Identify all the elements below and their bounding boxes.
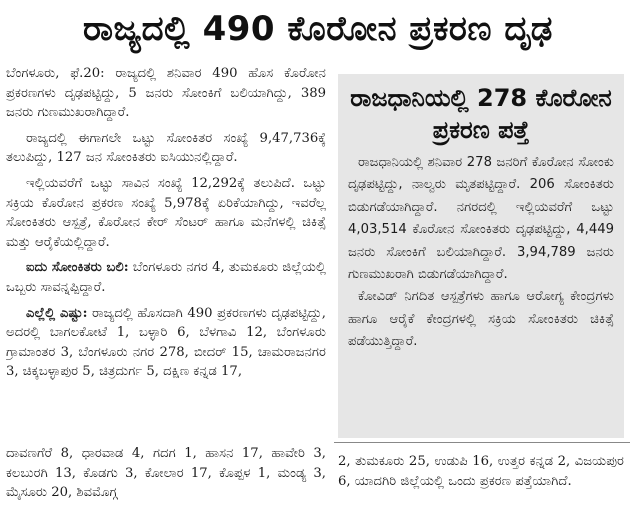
headline: ರಾಜ್ಯದಲ್ಲಿ 490 ಕೊರೋನ ಪ್ರಕರಣ ದೃಢ bbox=[83, 9, 553, 49]
article-paragraph-2: ರಾಜ್ಯದಲ್ಲಿ ಈಗಾಗಲೇ ಒಟ್ಟು ಸೋಂಕಿತರ ಸಂಖ್ಯೆ 9,47,736ಕ್ಕೆ ತಲುಪಿದ್ದು, 127 ಜನ ಸೋಂಕಿತರು ಐಸಿಯುನಲ್ಲಿದ್ದಾರೆ. bbox=[6, 130, 326, 166]
article-paragraph-3: ಇಲ್ಲಿಯವರೆಗೆ ಒಟ್ಟು ಸಾವಿನ ಸಂಖ್ಯೆ 12,292ಕ್ಕೆ ತಲುಪಿದೆ. ಒಟ್ಟು ಸಕ್ರಿಯ ಕೊರೋನ ಪ್ರಕರಣ ಸಂಖ್ಯೆ 5,978ಕ್ಕೆ ಏರಿಕೆಯಾಗಿದ್ದು, ಇವರೆಲ್ಲ ಸೋಂಕಿತರು ಆಸ್ಪತ್ರೆ, ಕೊರೋನ ಕೇರ್ ಸೆಂಟರ್ ಹಾಗೂ ಮನೆಗಳಲ್ಲಿ ಚಿಕಿತ್ಸೆ ಮತ್ತು ಆರೈಕೆಯಲ್ಲಿದ್ದಾರೆ. bbox=[6, 175, 326, 250]
sidebar-box-bengaluru bbox=[338, 74, 624, 438]
main-article-column bbox=[6, 64, 326, 444]
sidebar-box-paragraph-2: ಕೋವಿಡ್ ನಿಗದಿತ ಆಸ್ಪತ್ರೆಗಳು ಹಾಗೂ ಆರೋಗ್ಯ ಕೇಂದ್ರಗಳು ಹಾಗೂ ಆರೈಕೆ ಕೇಂದ್ರಗಳಲ್ಲಿ ಸಕ್ರಿಯ ಸೋಂಕಿತರು ಚಿಕಿತ್ಸೆ ಪಡೆಯುತ್ತಿದ್ದಾರೆ. bbox=[348, 289, 614, 350]
sidebar-box-paragraph-1: ರಾಜಧಾನಿಯಲ್ಲಿ ಶನಿವಾರ 278 ಜನರಿಗೆ ಕೊರೋನ ಸೋಂಕು ದೃಢಪಟ್ಟಿದ್ದು, ನಾಲ್ವರು ಮೃತಪಟ್ಟಿದ್ದಾರೆ. 206 ಸೋಂಕಿತರು ಬಿಡುಗಡೆಯಾಗಿದ್ದಾರೆ. ನಗರದಲ್ಲಿ ಇಲ್ಲಿಯವರೆಗೆ ಒಟ್ಟು 4,03,514 ಕೊರೋನ ಸೋಂಕಿತರು ದೃಢಪಟ್ಟಿದ್ದು, 4,449 ಜನರು ಸೋಂಕಿಗೆ ಬಲಿಯಾಗಿದ್ದಾರೆ. 3,94,789 ಜನರು ಗುಣಮುಖರಾಗಿ ಬಿಡುಗಡೆಯಾಗಿದ್ದಾರೆ. bbox=[348, 155, 614, 283]
article-paragraph-5 bbox=[6, 304, 326, 382]
subhead-deaths: ಐದು ಸೋಂಕಿತರು ಬಲಿ: bbox=[26, 260, 129, 276]
deaths-text: ಬೆಂಗಳೂರು ನಗರ 4, ತುಮಕೂರು ಜಿಲ್ಲೆಯಲ್ಲಿ ಒಬ್ಬರು ಸಾವನ್ನಪ್ಪಿದ್ದಾರೆ. bbox=[6, 260, 326, 295]
sidebar-box-title: ರಾಜಧಾನಿಯಲ್ಲಿ 278 ಕೊರೋನ ಪ್ರಕರಣ ಪತ್ತೆ bbox=[350, 84, 612, 144]
sidebar-box-body bbox=[348, 152, 614, 354]
article-paragraph-4 bbox=[6, 258, 326, 297]
district-counts-text: ರಾಜ್ಯದಲ್ಲಿ ಹೊಸದಾಗಿ 490 ಪ್ರಕರಣಗಳು ದೃಢಪಟ್ಟಿದ್ದು, ಅದರಲ್ಲಿ ಬಾಗಲಕೋಟೆ 1, ಬಳ್ಳಾರಿ 6, ಬೆಳಗಾವಿ 12, ಬೆಂಗಳೂರು ಗ್ರಾಮಾಂತರ 3, ಬೆಂಗಳೂರು ನಗರ 278, ಬೀದರ್ 15, ಚಾಮರಾಜನಗರ 3, ಚಿಕ್ಕಬಳ್ಳಾಪುರ 5, ಚಿತ್ರದುರ್ಗ 5, ದಕ್ಷಿಣ ಕನ್ನಡ 17, bbox=[6, 305, 326, 380]
subhead-district-counts: ಎಲ್ಲೆಲ್ಲಿ ಎಷ್ಟು: bbox=[26, 305, 88, 321]
divider-rule bbox=[334, 442, 630, 443]
article-paragraph-1: ಬೆಂಗಳೂರು, ಫೆ.20: ರಾಜ್ಯದಲ್ಲಿ ಶನಿವಾರ 490 ಹೊಸ ಕೊರೋನ ಪ್ರಕರಣಗಳು ದೃಢಪಟ್ಟಿದ್ದು, 5 ಜನರು ಸೋಂಕಿಗೆ ಬಲಿಯಾಗಿದ್ದು, 389 ಜನರು ಗುಣಮುಖರಾಗಿದ್ದಾರೆ. bbox=[6, 66, 326, 121]
article-continuation-right: 2, ತುಮಕೂರು 25, ಉಡುಪಿ 16, ಉತ್ತರ ಕನ್ನಡ 2, ವಿಜಯಪುರ 6, ಯಾದಗಿರಿ ಜಿಲ್ಲೆಯಲ್ಲಿ ಒಂದು ಪ್ರಕರಣ ಪತ್ತೆಯಾಗಿದೆ. bbox=[338, 454, 624, 489]
article-continuation-left: ದಾವಣಗೆರೆ 8, ಧಾರವಾಡ 4, ಗದಗ 1, ಹಾಸನ 17, ಹಾವೇರಿ 3, ಕಲಬುರಗಿ 13, ಕೊಡಗು 3, ಕೋಲಾರ 17, ಕೊಪ್ಪಳ 1, ಮಂಡ್ಯ 3, ಮೈಸೂರು 20, ಶಿವಮೊಗ್ಗ bbox=[6, 446, 326, 501]
